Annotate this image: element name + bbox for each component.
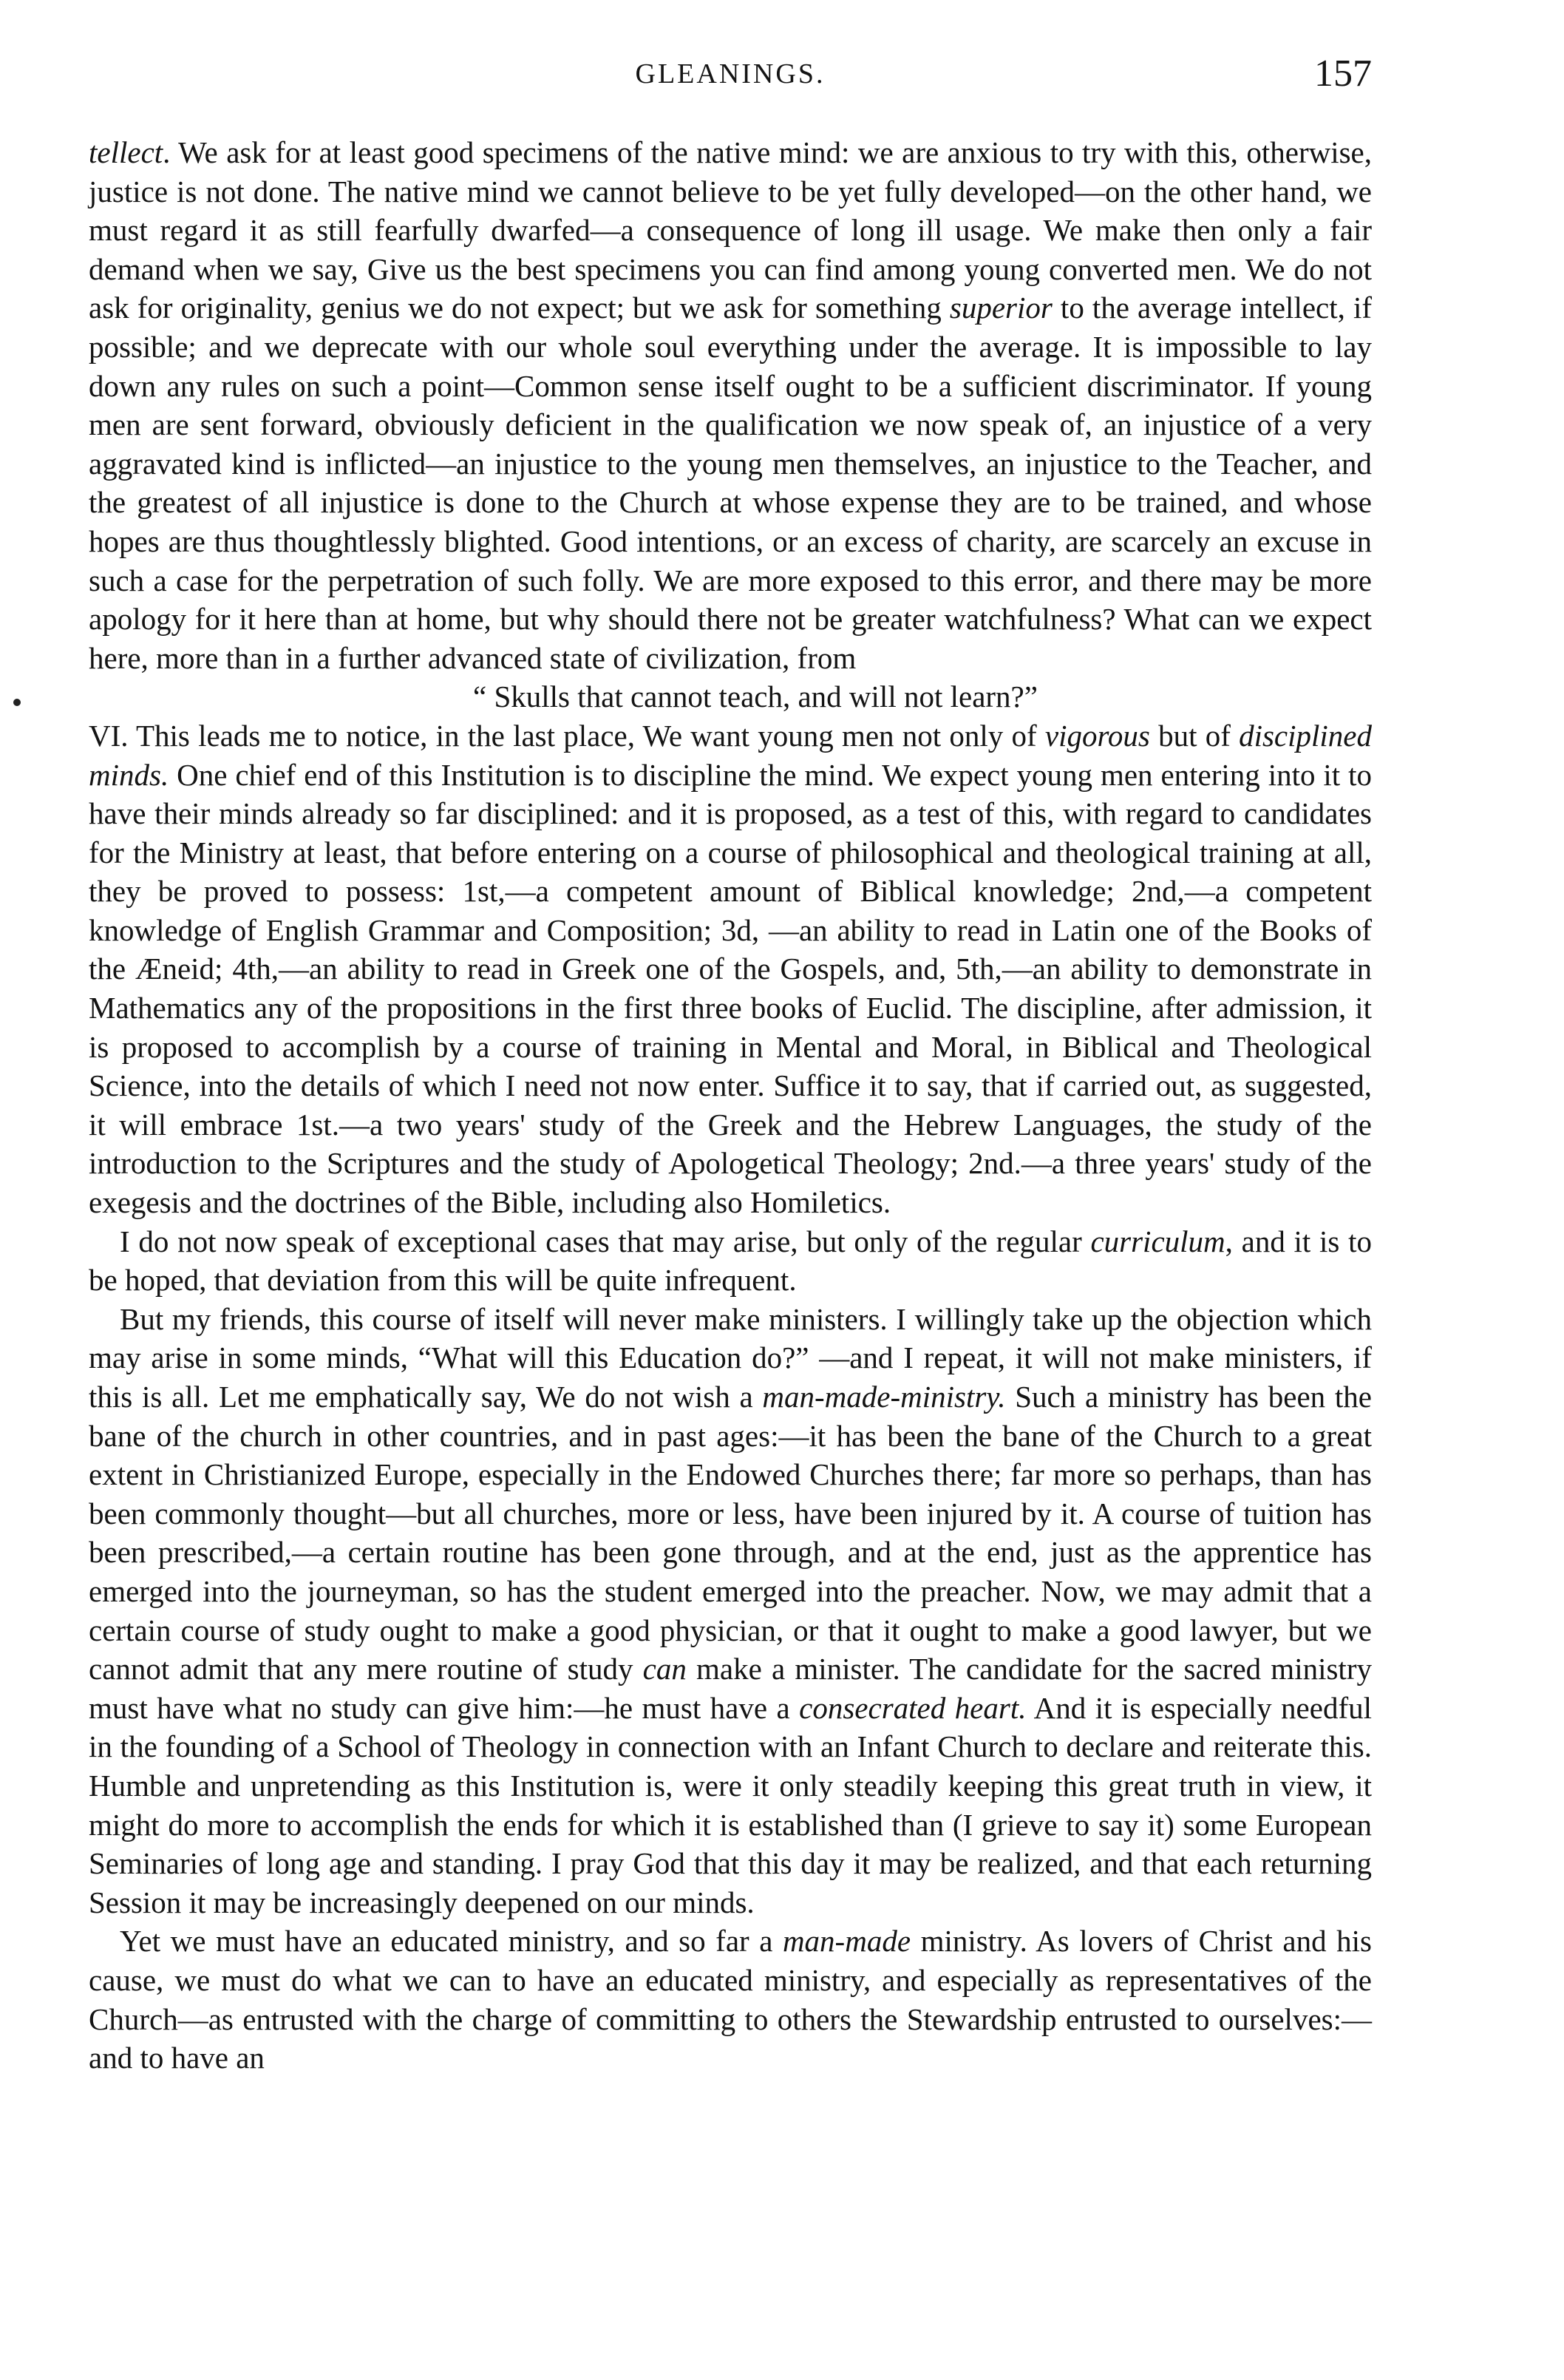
italic-text: superior xyxy=(949,291,1053,325)
paragraph-ministry xyxy=(89,1300,1372,1922)
italic-text: can xyxy=(642,1652,687,1686)
text-run: but of xyxy=(1149,718,1240,753)
running-title: GLEANINGS. xyxy=(635,58,826,89)
italic-text: tellect xyxy=(89,135,163,169)
quoted-verse: “ Skulls that cannot teach, and will not learn?” xyxy=(473,679,1038,714)
page-number: 157 xyxy=(1314,52,1372,95)
italic-text: disciplined minds. xyxy=(89,718,1372,792)
text-run: But my friends, this course of itself will never make ministers. I willingly take up the objection which may arise in some minds, “What will this Education do?” —and I repeat, it will not make ministers, if this is all. Let me emphatically say, We do not wish a xyxy=(89,1301,1372,1414)
running-head xyxy=(89,52,1372,133)
text-run: This leads me to notice, in the last place, We want young men not only of xyxy=(128,718,1045,753)
paragraph-intellect xyxy=(89,133,1372,677)
italic-text: consecrated heart. xyxy=(799,1690,1027,1725)
text-run: ministry. As lovers of Christ and his cause, we must do what we can to have an educated ministry, and especially as representatives of the Church—as entrusted with the charge of committing to others the Stewardship entrusted to ourselves:—and to have an xyxy=(89,1924,1372,2075)
paragraph-section-vi xyxy=(89,716,1372,1222)
text-run: Such a ministry has been the bane of the church in other countries, and in past ages:—it has been the bane of the Church to a great extent in Christianized Europe, especially in the Endowed Churches there; far more so perhaps, than has been commonly thought—but all churches, more or less, have been injured by it. A course of tuition has been prescribed,—a certain routine has been gone through, and at the end, just as the apprentice has emerged into the journeyman, so has the student emerged into the preacher. Now, we may admit that a certain course of study ought to make a good physician, or that it ought to make a good lawyer, but we cannot admit that any mere routine of study xyxy=(89,1380,1372,1686)
italic-text: man-made-ministry. xyxy=(762,1380,1006,1414)
text-run: to the average intellect, if possible; and we deprecate with our whole soul everything under the average. It is impossible to lay down any rules on such a point—Common sense itself ought to be a sufficient discriminator. If young men are sent forward, obviously deficient in the qualification we now speak of, an injustice of a very aggravated kind is inflicted—an injustice to the young men themselves, an injustice to the Teacher, and the greatest of all injustice is done to the Church at whose expense they are to be trained, and whose hopes are thus thoughtlessly blighted. Good intentions, or an excess of charity, are scarcely an excuse in such a case for the perpetration of such folly. We are more exposed to this error, and there may be more apology for it here than at home, but why should there not be greater watchfulness? What can we expect here, more than in a further advanced state of civilization, from xyxy=(89,291,1372,675)
italic-text: vigorous xyxy=(1044,718,1150,753)
paragraph-curriculum xyxy=(89,1222,1372,1300)
text-run: And it is especially needful in the founding of a School of Theology in connection with an Infant Church to declare and reiterate this. Humble and unpretending as this Institution is, were it only steadily keeping this great truth in view, it might do more to accomplish the ends for which it is established than (I grieve to say it) some European Seminaries of long age and standing. I pray God that this day it may be realized, and that each returning Session it may be increasingly deepened on our minds. xyxy=(89,1690,1372,1919)
text-run: . We ask for at least good specimens of the native mind: we are anxious to try with this, otherwise, justice is not done. The native mind we cannot believe to be yet fully developed—on the other hand, we must regard it as still fearfully dwarfed—a consequence of long ill usage. We make then only a fair demand when we say, Give us the best specimens you can find among young converted men. We do not ask for originality, genius we do not expect; but we ask for something xyxy=(89,135,1372,325)
margin-dot xyxy=(13,699,21,706)
paragraph-educated-ministry xyxy=(89,1922,1372,2077)
body-text xyxy=(89,133,1372,2078)
text-run: One chief end of this Institution is to discipline the mind. We expect young men entering into it to have their minds already so far disciplined: and it is proposed, as a test of this, with regard to candidates for the Ministry at least, that before entering on a course of philosophical and theological training at all, they be proved to possess: 1st,—a competent amount of Biblical knowledge; 2nd,—a competent knowledge of English Grammar and Composition; 3d, —an ability to read in Latin one of the Books of the Æneid; 4th,—an ability to read in Greek one of the Gospels, and, 5th,—an ability to demonstrate in Mathematics any of the propositions in the first three books of Euclid. The discipline, after admission, it is proposed to accomplish by a course of training in Mental and Moral, in Biblical and Theological Science, into the details of which I need not now enter. Suffice it to say, that if carried out, as suggested, it will embrace 1st.—a two years' study of the Greek and the Hebrew Languages, the study of the introduction to the Scriptures and the study of Apologetical Theology; 2nd.—a three years' study of the exegesis and the doctrines of the Bible, including also Homiletics. xyxy=(89,757,1372,1220)
text-run: make a minister. The candidate for the sacred ministry must have what no study can give him:—he must have a xyxy=(89,1652,1372,1725)
text-run: , and it is to be hoped, that deviation from this will be quite infrequent. xyxy=(89,1224,1372,1298)
italic-text: man-made xyxy=(782,1924,911,1959)
section-number: VI. xyxy=(89,718,129,753)
text-run: Yet we must have an educated ministry, and so far a xyxy=(120,1924,783,1959)
italic-text: curriculum xyxy=(1090,1224,1225,1258)
text-run: I do not now speak of exceptional cases that may arise, but only of the regular xyxy=(120,1224,1091,1258)
